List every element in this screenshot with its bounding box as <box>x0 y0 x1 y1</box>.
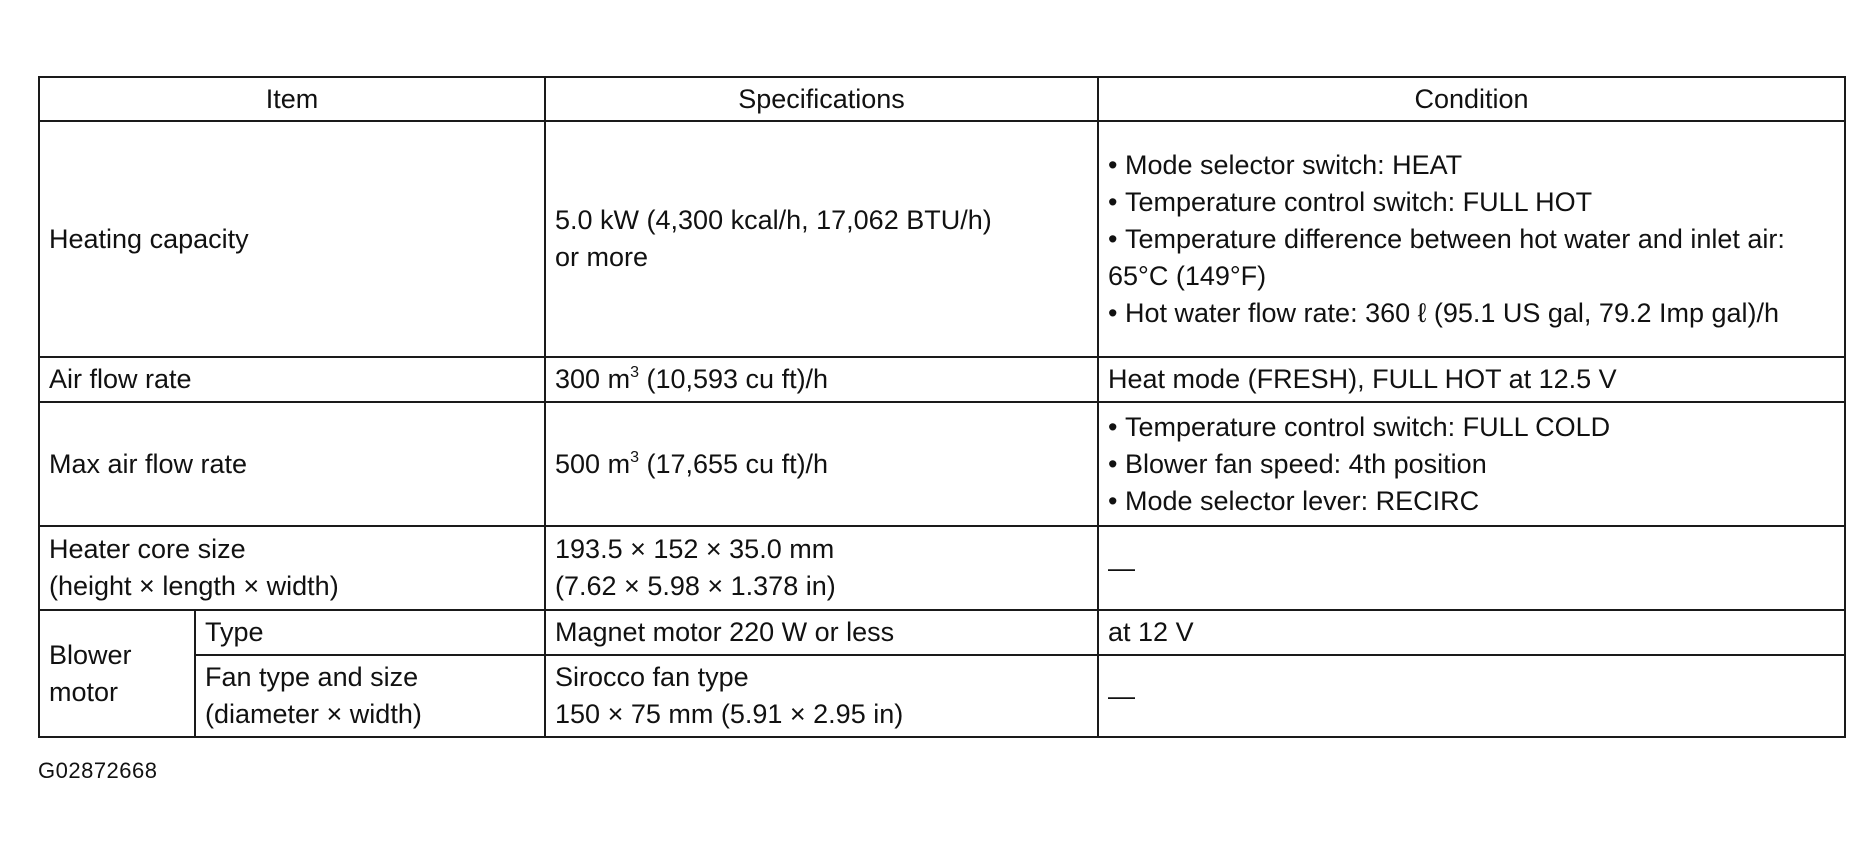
condition-heater-core-size: — <box>1098 526 1845 610</box>
row-max-air-flow-rate <box>39 402 1845 526</box>
spec-air-flow-rate <box>545 357 1098 402</box>
condition-bullet: • Blower fan speed: 4th position <box>1108 446 1835 483</box>
spec-line: (7.62 × 5.98 × 1.378 in) <box>555 571 836 601</box>
condition-bullet: • Mode selector lever: RECIRC <box>1108 483 1835 520</box>
condition-bullet: • Temperature control switch: FULL HOT <box>1108 184 1835 221</box>
spec-blower-fan <box>545 655 1098 737</box>
condition-air-flow-rate: Heat mode (FRESH), FULL HOT at 12.5 V <box>1098 357 1845 402</box>
row-blower-type <box>39 610 1845 655</box>
row-heater-core-size <box>39 526 1845 610</box>
item-line: Fan type and size <box>205 662 419 692</box>
spec-line: Sirocco fan type <box>555 662 749 692</box>
specifications-table <box>38 76 1846 738</box>
spec-unit: (10,593 cu ft)/h <box>638 364 829 394</box>
row-air-flow-rate <box>39 357 1845 402</box>
item-blower-motor <box>39 610 195 737</box>
condition-bullet: • Hot water flow rate: 360 ℓ (95.1 US gal, 79.2 Imp gal)/h <box>1108 295 1835 332</box>
condition-bullet: • Temperature control switch: FULL COLD <box>1108 409 1835 446</box>
item-line: Blower <box>49 639 132 670</box>
superscript: 3 <box>630 364 639 381</box>
spec-line: or more <box>555 242 649 272</box>
item-max-air-flow-rate: Max air flow rate <box>39 402 545 526</box>
item-line: (diameter × width) <box>205 699 422 729</box>
item-heating-capacity: Heating capacity <box>39 121 545 357</box>
header-item: Item <box>39 77 545 121</box>
spec-heater-core-size <box>545 526 1098 610</box>
condition-blower-fan: — <box>1098 655 1845 737</box>
condition-max-air-flow-rate <box>1098 402 1845 526</box>
item-heater-core-size <box>39 526 545 610</box>
header-row <box>39 77 1845 121</box>
condition-bullet: • Mode selector switch: HEAT <box>1108 147 1835 184</box>
item-line: (height × length × width) <box>49 571 339 601</box>
subitem-fan-type-size <box>195 655 545 737</box>
superscript: 3 <box>630 448 639 466</box>
header-specifications: Specifications <box>545 77 1098 121</box>
figure-id: G02872668 <box>38 758 158 783</box>
spec-value: 500 m <box>555 448 631 479</box>
header-condition: Condition <box>1098 77 1845 121</box>
spec-max-air-flow-rate <box>545 402 1098 526</box>
spec-heating-capacity <box>545 121 1098 357</box>
subitem-type: Type <box>195 610 545 655</box>
item-line: Heater core size <box>49 534 246 564</box>
row-heating-capacity <box>39 121 1845 357</box>
condition-blower-type: at 12 V <box>1098 610 1845 655</box>
spec-line: 193.5 × 152 × 35.0 mm <box>555 534 835 564</box>
spec-line: 150 × 75 mm (5.91 × 2.95 in) <box>555 699 904 729</box>
spec-blower-type: Magnet motor 220 W or less <box>545 610 1098 655</box>
spec-value: 300 m <box>555 364 631 394</box>
condition-heating-capacity <box>1098 121 1845 357</box>
item-air-flow-rate: Air flow rate <box>39 357 545 402</box>
condition-bullet: • Temperature difference between hot water and inlet air: 65°C (149°F) <box>1108 221 1835 295</box>
item-line: motor <box>49 676 119 707</box>
row-blower-fan <box>39 655 1845 737</box>
spec-unit: (17,655 cu ft)/h <box>638 448 829 479</box>
spec-line: 5.0 kW (4,300 kcal/h, 17,062 BTU/h) <box>555 205 992 235</box>
